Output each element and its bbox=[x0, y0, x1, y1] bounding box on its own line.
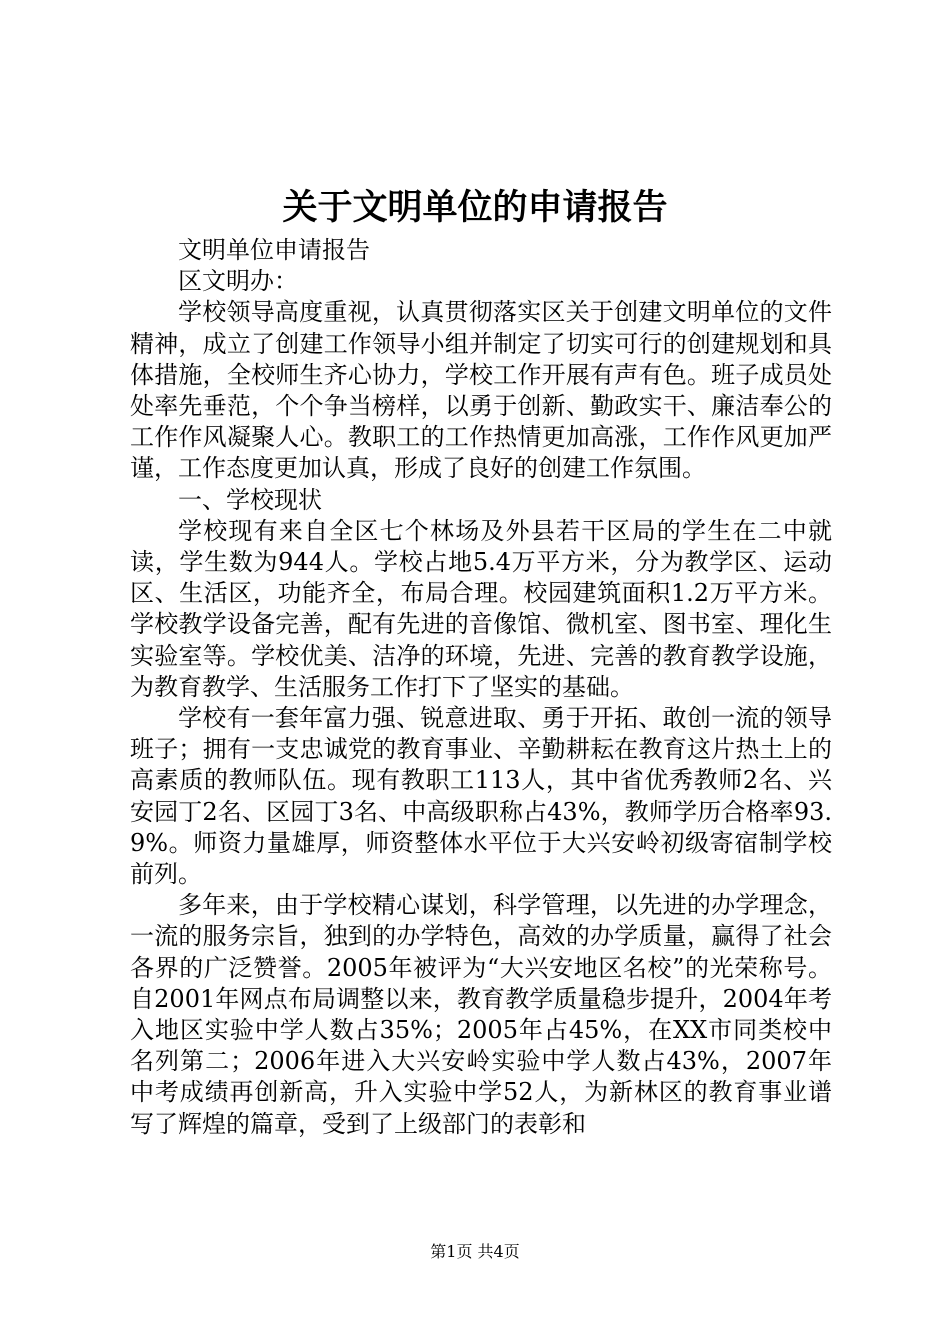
paragraph-addressee: 区文明办： bbox=[178, 267, 298, 296]
document-body bbox=[130, 235, 832, 1140]
paragraph-school-status: 学校现有来自全区七个林场及外县若干区局的学生在二中就读，学生数为944人。学校占地5.4万平方米，分为教学区、运动区、生活区，功能齐全，布局合理。校园建筑面积1.2万平方米。学校教学设备完善，配有先进的音像馆、微机室、图书室、理化生实验室等。学校优美、洁净的环境，先进、完善的教育教学设施，为教育教学、生活服务工作打下了坚实的基础。 bbox=[130, 516, 832, 701]
page-footer: 第1页 共4页 bbox=[430, 1242, 520, 1261]
paragraph-achievements: 多年来，由于学校精心谋划，科学管理，以先进的办学理念，一流的服务宗旨，独到的办学特色，高效的办学质量，赢得了社会各界的广泛赞誉。2005年被评为“大兴安地区名校”的光荣称号。自2001年网点布局调整以来，教育教学质量稳步提升，2004年考入地区实验中学人数占35%；2005年占45%，在XX市同类校中名列第二；2006年进入大兴安岭实验中学人数占43%，2007年中考成绩再创新高，升入实验中学52人，为新林区的教育事业谱写了辉煌的篇章，受到了上级部门的表彰和 bbox=[130, 891, 832, 1138]
document-title: 关于文明单位的申请报告 bbox=[282, 187, 668, 228]
section-heading: 一、学校现状 bbox=[178, 485, 322, 514]
paragraph-intro: 学校领导高度重视，认真贯彻落实区关于创建文明单位的文件精神，成立了创建工作领导小组并制定了切实可行的创建规划和具体措施，全校师生齐心协力，学校工作开展有声有色。班子成员处处率先垂范，个个争当榜样，以勇于创新、勤政实干、廉洁奉公的工作作风凝聚人心。教职工的工作热情更加高涨，工作作风更加严谨，工作态度更加认真，形成了良好的创建工作氛围。 bbox=[130, 298, 832, 483]
paragraph-subtitle: 文明单位申请报告 bbox=[178, 236, 370, 264]
paragraph-staff: 学校有一套年富力强、锐意进取、勇于开拓、敢创一流的领导班子；拥有一支忠诚党的教育事业、辛勤耕耘在教育这片热土上的高素质的教师队伍。现有教职工113人，其中省优秀教师2名、兴安园丁2名、区园丁3名、中高级职称占43%，教师学历合格率93.9%。师资力量雄厚，师资整体水平位于大兴安岭初级寄宿制学校前列。 bbox=[130, 704, 832, 889]
